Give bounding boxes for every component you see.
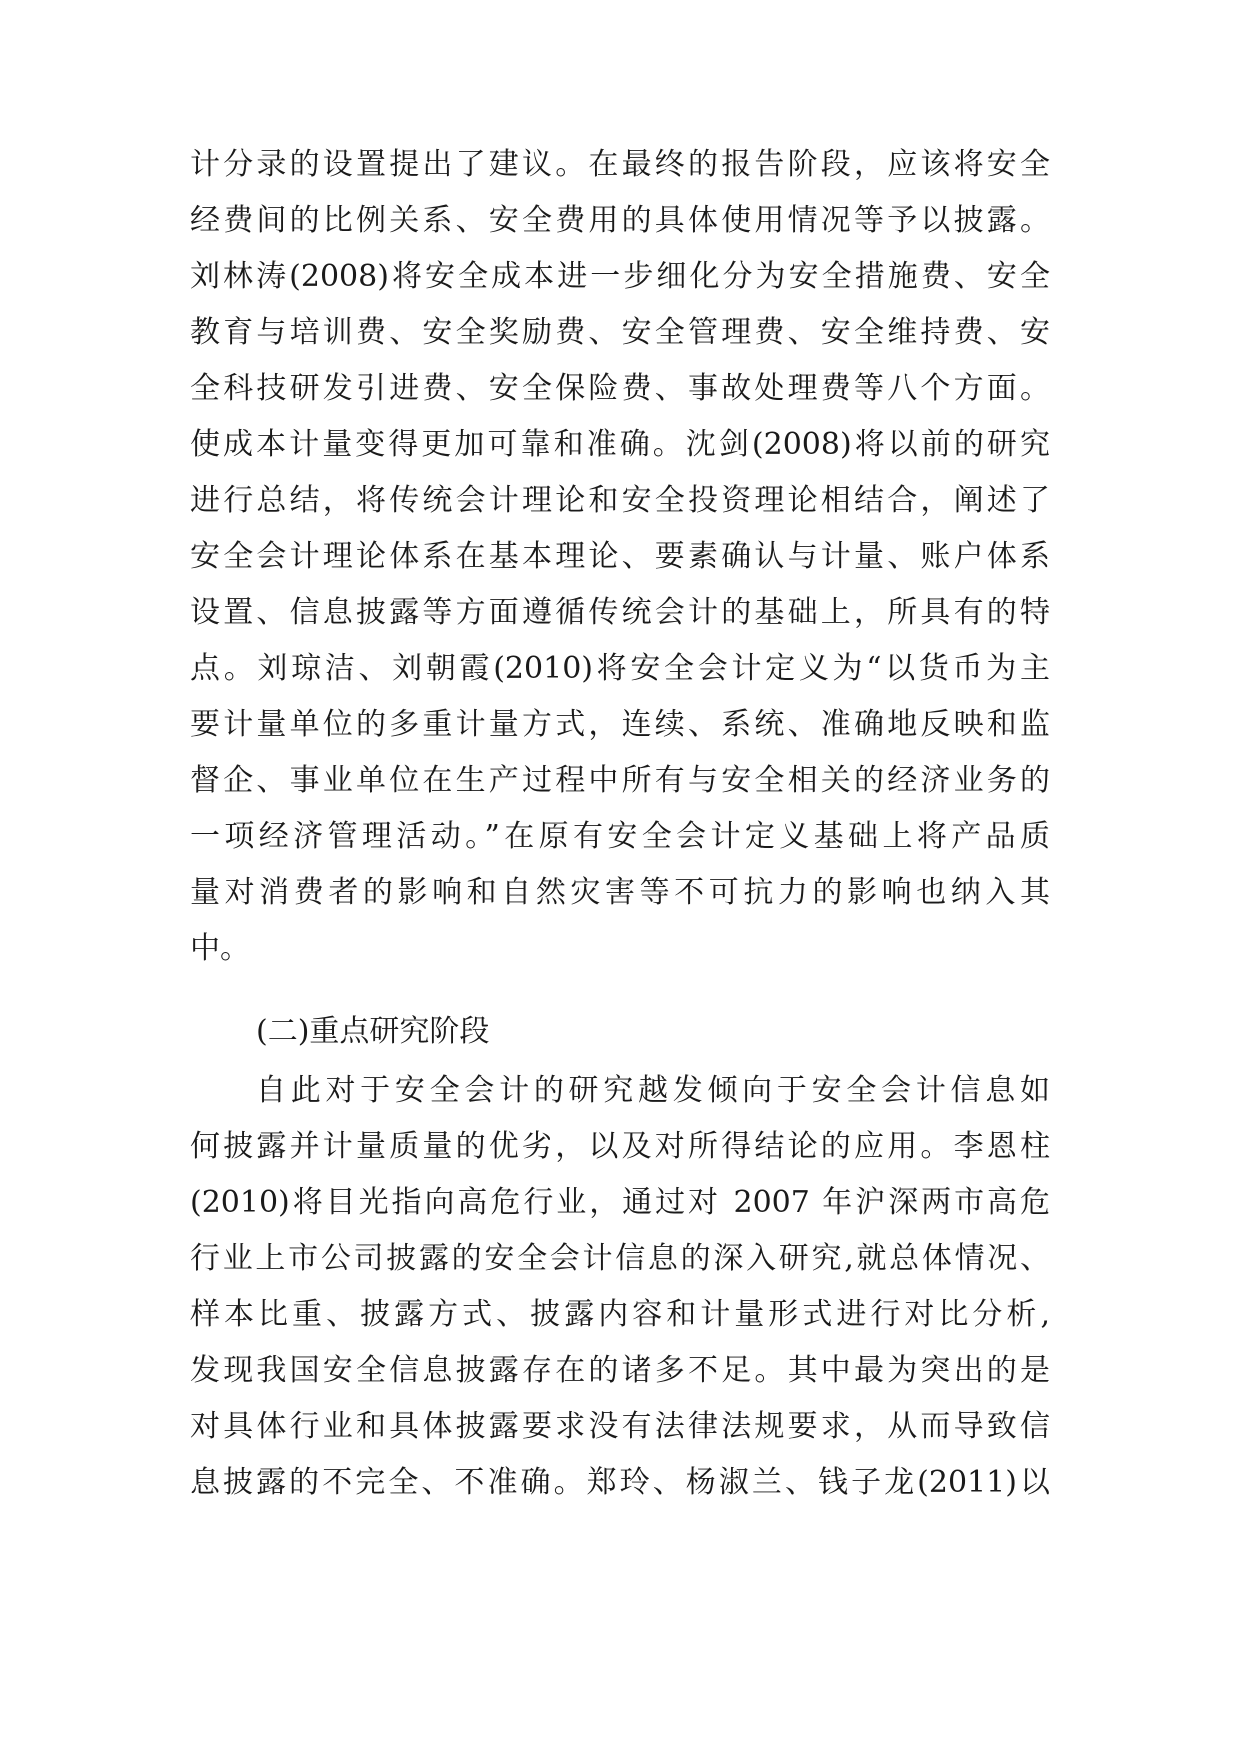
text-line: 进行总结，将传统会计理论和安全投资理论相结合，阐述了 [190, 483, 1050, 518]
text-line: 中。 [190, 931, 250, 966]
text-line: 一项经济管理活动。”在原有安全会计定义基础上将产品质 [190, 819, 1050, 854]
text-line: 量对消费者的影响和自然灾害等不可抗力的影响也纳入其 [190, 875, 1050, 910]
text-line: 对具体行业和具体披露要求没有法律法规要求，从而导致信 [190, 1409, 1050, 1444]
text-line: 行业上市公司披露的安全会计信息的深入研究,就总体情况、 [190, 1241, 1050, 1276]
text-line: 发现我国安全信息披露存在的诸多不足。其中最为突出的是 [190, 1353, 1050, 1388]
text-line: 息披露的不完全、不准确。郑玲、杨淑兰、钱子龙(2011)以 [190, 1465, 1050, 1500]
section-heading: (二)重点研究阶段 [256, 1014, 490, 1049]
text-line: (2010)将目光指向高危行业，通过对 2007 年沪深两市高危 [190, 1185, 1050, 1220]
text-line: 计分录的设置提出了建议。在最终的报告阶段，应该将安全 [190, 147, 1050, 182]
text-line: 刘林涛(2008)将安全成本进一步细化分为安全措施费、安全 [190, 259, 1050, 294]
text-line: 点。刘琼洁、刘朝霞(2010)将安全会计定义为“以货币为主 [190, 651, 1050, 686]
text-line: 全科技研发引进费、安全保险费、事故处理费等八个方面。 [190, 371, 1050, 406]
text-line: 自此对于安全会计的研究越发倾向于安全会计信息如 [256, 1073, 1050, 1108]
text-line: 设置、信息披露等方面遵循传统会计的基础上，所具有的特 [190, 595, 1050, 630]
text-line: 样本比重、披露方式、披露内容和计量形式进行对比分析, [190, 1297, 1050, 1332]
text-line: 要计量单位的多重计量方式，连续、系统、准确地反映和监 [190, 707, 1050, 742]
text-line: 使成本计量变得更加可靠和准确。沈剑(2008)将以前的研究 [190, 427, 1050, 462]
text-line: 教育与培训费、安全奖励费、安全管理费、安全维持费、安 [190, 315, 1050, 350]
text-line: 经费间的比例关系、安全费用的具体使用情况等予以披露。 [190, 203, 1050, 238]
text-line: 何披露并计量质量的优劣，以及对所得结论的应用。李恩柱 [190, 1129, 1050, 1164]
text-line: 安全会计理论体系在基本理论、要素确认与计量、账户体系 [190, 539, 1050, 574]
text-line: 督企、事业单位在生产过程中所有与安全相关的经济业务的 [190, 763, 1050, 798]
